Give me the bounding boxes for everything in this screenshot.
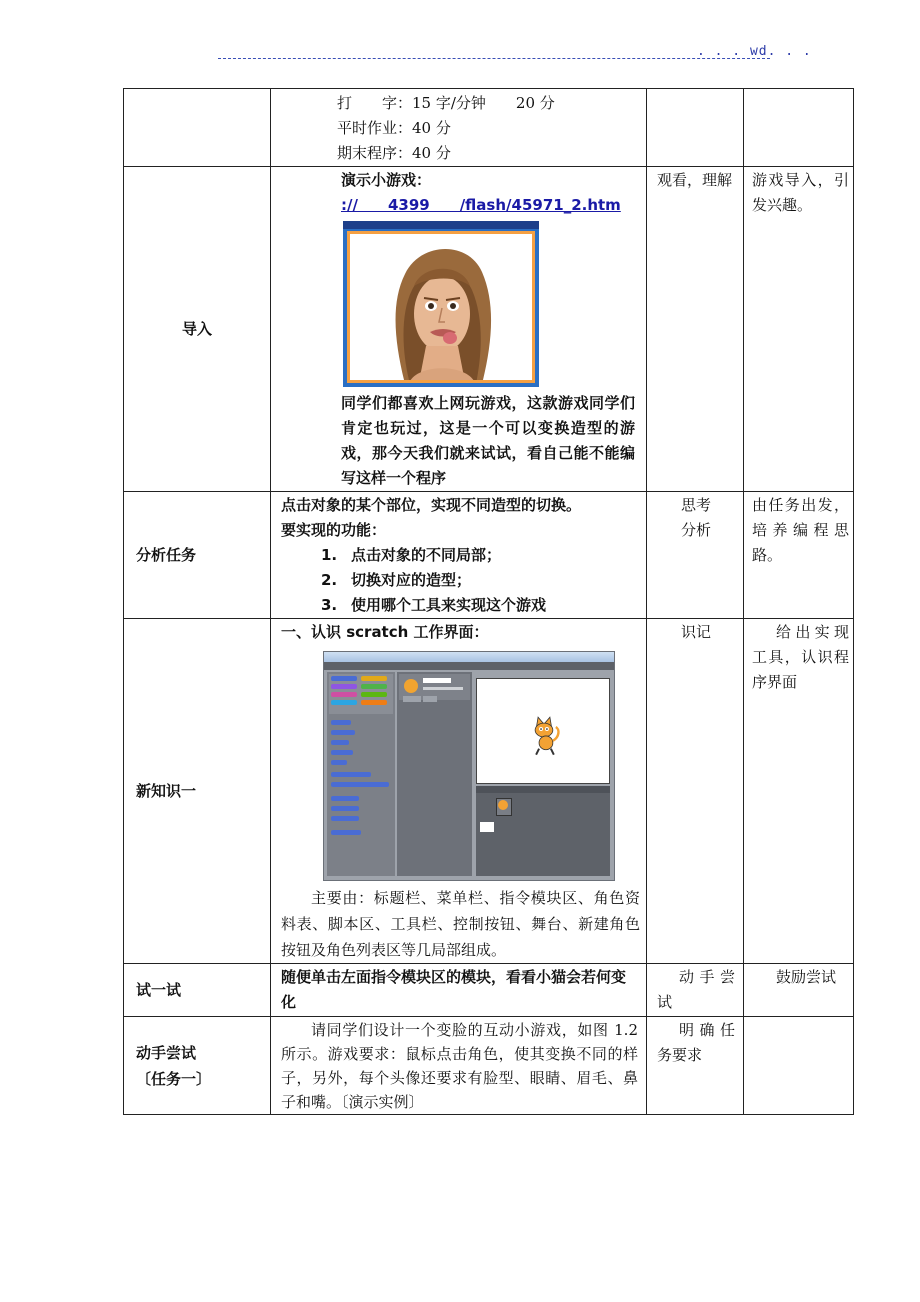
score-line: 打 字：15 字/分钟 20 分 (337, 94, 555, 112)
demo-link[interactable]: :// 4399 /flash/45971_2.htm (341, 196, 621, 214)
student-activity: 动手尝试 (657, 968, 735, 1011)
stage-cell: 新知识一 (124, 619, 271, 964)
score-line: 期末程序：40 分 (337, 144, 451, 162)
scratch-interface-screenshot (323, 651, 615, 881)
face-photo (350, 234, 532, 380)
student-cell (647, 89, 744, 167)
stage-cell (124, 89, 271, 167)
student-activity: 思考 分析 (681, 496, 712, 539)
stage-cell: 动手尝试 〔任务一〕 (124, 1017, 271, 1115)
content-cell (271, 619, 647, 964)
table-row (124, 89, 854, 167)
purpose-cell (744, 492, 854, 619)
score-line: 平时作业：40 分 (337, 119, 451, 137)
student-cell (647, 167, 744, 492)
header-mark: . . . wd. . . (697, 44, 812, 59)
content-cell (271, 89, 647, 167)
purpose-cell (744, 167, 854, 492)
design-purpose: 给出实现工具，认识程序界面 (752, 623, 849, 691)
table-row (124, 167, 854, 492)
table-row (124, 964, 854, 1017)
sprite-info-icon (397, 672, 472, 702)
demo-title: 演示小游戏： (341, 171, 432, 189)
cat-sprite-icon (477, 679, 609, 783)
task-description: 请同学们设计一个变脸的互动小游戏，如图 1.2 所示。游戏要求：鼠标点击角色，使其变换不同的样子，另外，每个头像还要求有脸型、眼睛、眉毛、鼻子和嘴。〔演示实例〕 (281, 1021, 638, 1111)
content-cell (271, 964, 647, 1017)
intro-paragraph: 同学们都喜欢上网玩游戏，这款游戏同学们肯定也玩过，这是一个可以变换造型的游戏，那今天我们就来试试，看自己能不能编写这样一个程序 (341, 394, 635, 487)
section-heading: 一、认识 scratch 工作界面： (281, 623, 489, 641)
list-item: 1. 点击对象的不同局部； (321, 546, 502, 564)
lesson-plan-table (123, 88, 854, 1115)
student-activity: 明确任务要求 (657, 1021, 735, 1064)
stage-cell: 导入 (124, 167, 271, 492)
student-cell (647, 492, 744, 619)
game-screenshot (343, 221, 539, 387)
student-activity: 观看，理解 (657, 171, 733, 189)
interface-description: 主要由：标题栏、菜单栏、指令模块区、角色资料表、脚本区、工具栏、控制按钮、舞台、新建角色按钮及角色列表区等几局部组成。 (281, 889, 640, 959)
table-row (124, 1017, 854, 1115)
task-line: 点击对象的某个部位，实现不同造型的切换。 (281, 496, 582, 514)
purpose-cell (744, 89, 854, 167)
list-item: 3. 使用哪个工具来实现这个游戏 (321, 596, 547, 614)
table-row (124, 492, 854, 619)
student-cell (647, 1017, 744, 1115)
content-cell (271, 167, 647, 492)
task-line: 要实现的功能： (281, 521, 387, 539)
student-cell (647, 619, 744, 964)
purpose-cell (744, 1017, 854, 1115)
design-purpose: 鼓励尝试 (776, 968, 837, 986)
header-rule (218, 58, 770, 59)
list-item: 2. 切换对应的造型； (321, 571, 472, 589)
purpose-cell (744, 619, 854, 964)
student-activity: 识记 (681, 623, 712, 641)
content-cell (271, 492, 647, 619)
student-cell (647, 964, 744, 1017)
stage-cell: 试一试 (124, 964, 271, 1017)
table-row (124, 619, 854, 964)
stage-cell: 分析任务 (124, 492, 271, 619)
design-purpose: 游戏导入，引发兴趣。 (752, 171, 849, 214)
try-instruction: 随便单击左面指令模块区的模块，看看小猫会若何变化 (281, 968, 627, 1011)
content-cell (271, 1017, 647, 1115)
design-purpose: 由任务出发，培养编程思路。 (752, 496, 849, 564)
purpose-cell (744, 964, 854, 1017)
